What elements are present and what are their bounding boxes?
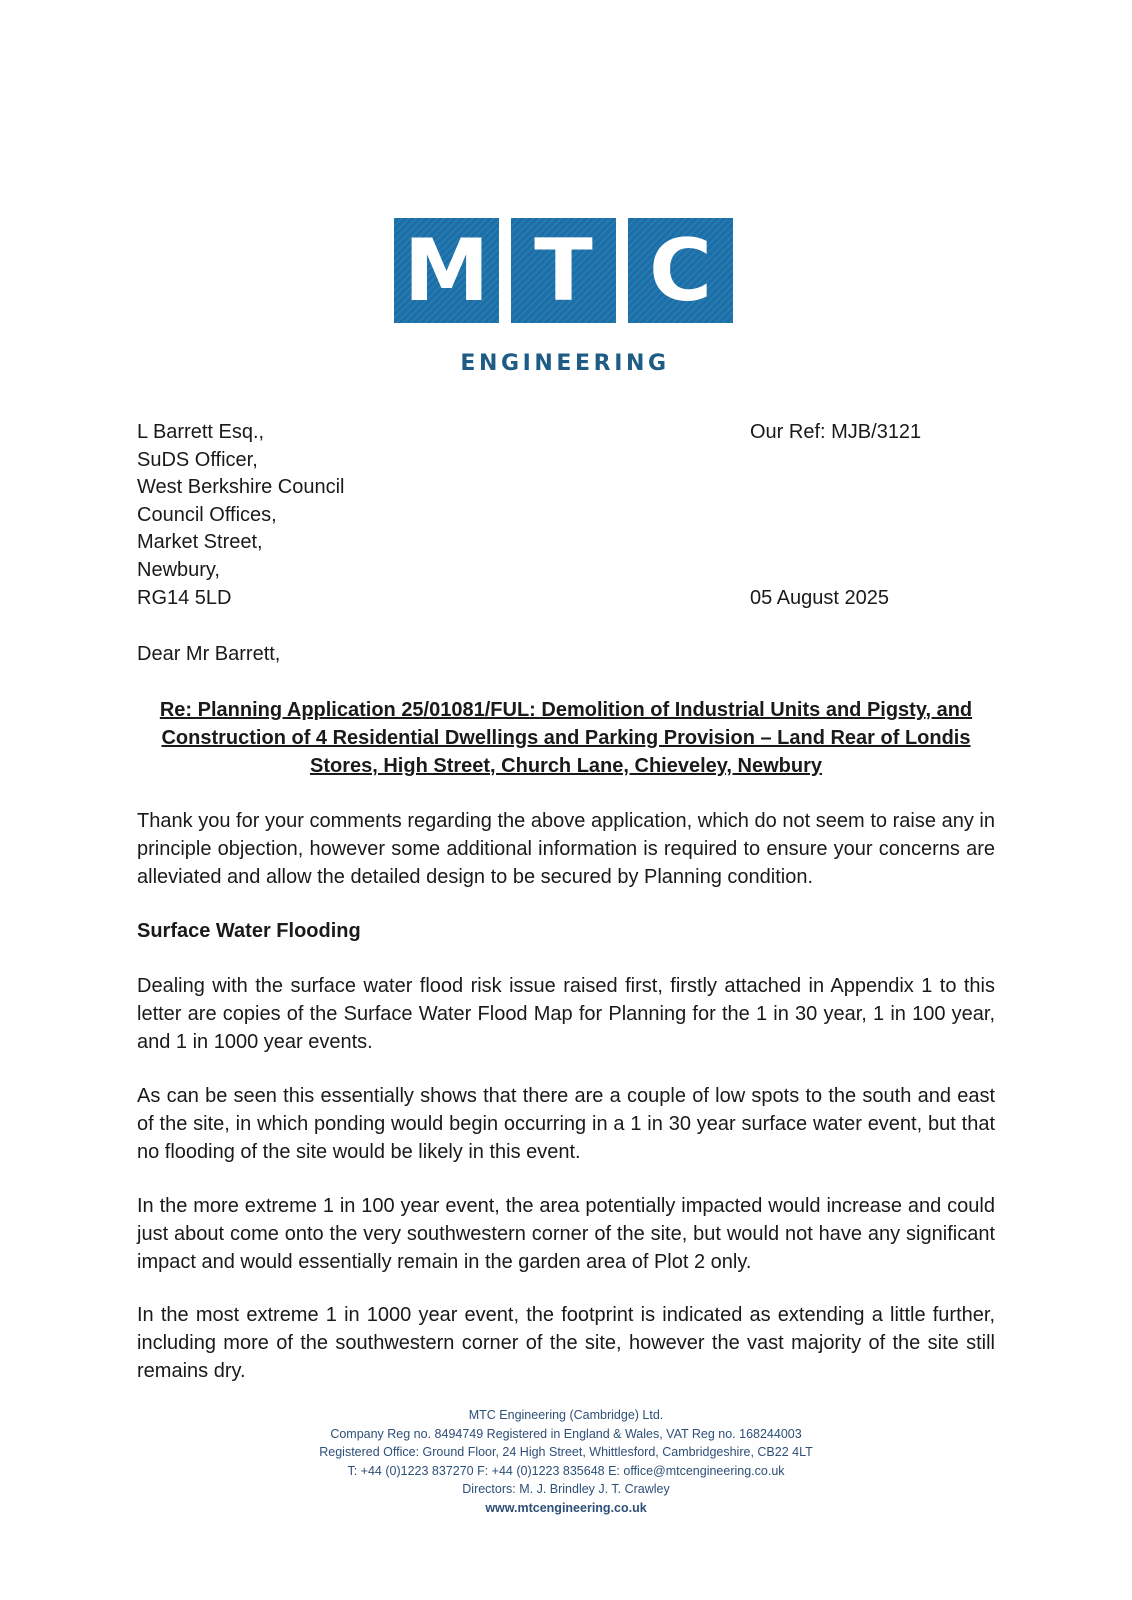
recipient-line: Newbury, — [137, 558, 220, 581]
logo-tile-c: C — [628, 218, 733, 323]
body-paragraph: As can be seen this essentially shows that there are a couple of low spots to the south and east of the site, in which ponding would begin occurring in a 1 in 30 year surface water event, but that no flooding of the site would be likely in this event. — [137, 1085, 995, 1163]
letter-footer — [0, 1406, 1132, 1518]
subject-line: Re: Planning Application 25/01081/FUL: Demolition of Industrial Units and Pigsty, and — [159, 699, 973, 721]
subject-line: Stores, High Street, Church Lane, Chieveley, Newbury — [310, 755, 822, 777]
salutation: Dear Mr Barrett, — [137, 643, 281, 665]
footer-website-link[interactable]: www.mtcengineering.co.uk — [485, 1500, 647, 1515]
recipient-line: L Barrett Esq., — [137, 421, 265, 443]
our-reference: Our Ref: MJB/3121 — [750, 421, 922, 443]
recipient-line: Market Street, — [137, 531, 263, 554]
letter-date: 05 August 2025 — [750, 587, 890, 609]
recipient-line: RG14 5LD — [137, 586, 232, 609]
footer-directors: Directors: M. J. Brindley J. T. Crawley — [462, 1482, 670, 1497]
logo-subtitle: ENGINEERING — [460, 351, 670, 376]
recipient-address — [137, 419, 344, 612]
logo-tile-m: M — [394, 218, 499, 323]
recipient-line: Council Offices, — [137, 503, 277, 526]
footer-registration: Company Reg no. 8494749 Registered in England & Wales, VAT Reg no. 168244003 — [330, 1426, 802, 1441]
footer-contact: T: +44 (0)1223 837270 F: +44 (0)1223 835648 E: office@mtcengineering.co.uk — [347, 1463, 785, 1478]
subject-line: Construction of 4 Residential Dwellings and Parking Provision – Land Rear of Londis — [161, 727, 971, 749]
logo-tiles — [394, 218, 734, 323]
subject-heading — [137, 696, 995, 780]
body-paragraph: Dealing with the surface water flood risk issue raised first, firstly attached in Appendix 1 to this letter are copies of the Surface Water Flood Map for Planning for the 1 in 30 year, 1 in 100 year, and 1 in 1000 year events. — [137, 975, 995, 1053]
company-logo — [394, 218, 734, 376]
logo-tile-t: T — [511, 218, 616, 323]
recipient-line: West Berkshire Council — [137, 476, 345, 499]
body-paragraph: In the more extreme 1 in 100 year event, the area potentially impacted would increase and could just about come onto the very southwestern corner of the site, but would not have any significant impact and would essentially remain in the garden area of Plot 2 only. — [137, 1195, 995, 1273]
recipient-line: SuDS Officer, — [137, 448, 258, 471]
footer-office: Registered Office: Ground Floor, 24 High Street, Whittlesford, Cambridgeshire, CB22 4LT — [319, 1445, 813, 1460]
section-heading: Surface Water Flooding — [137, 920, 361, 942]
intro-paragraph: Thank you for your comments regarding the above application, which do not seem to raise any in principle objection, however some additional information is required to ensure your concerns are alleviated and allow the detailed design to be secured by Planning condition. — [137, 810, 995, 888]
body-paragraph: In the most extreme 1 in 1000 year event, the footprint is indicated as extending a little further, including more of the southwestern corner of the site, however the vast majority of the site still remains dry. — [137, 1304, 995, 1382]
footer-company: MTC Engineering (Cambridge) Ltd. — [468, 1408, 664, 1422]
